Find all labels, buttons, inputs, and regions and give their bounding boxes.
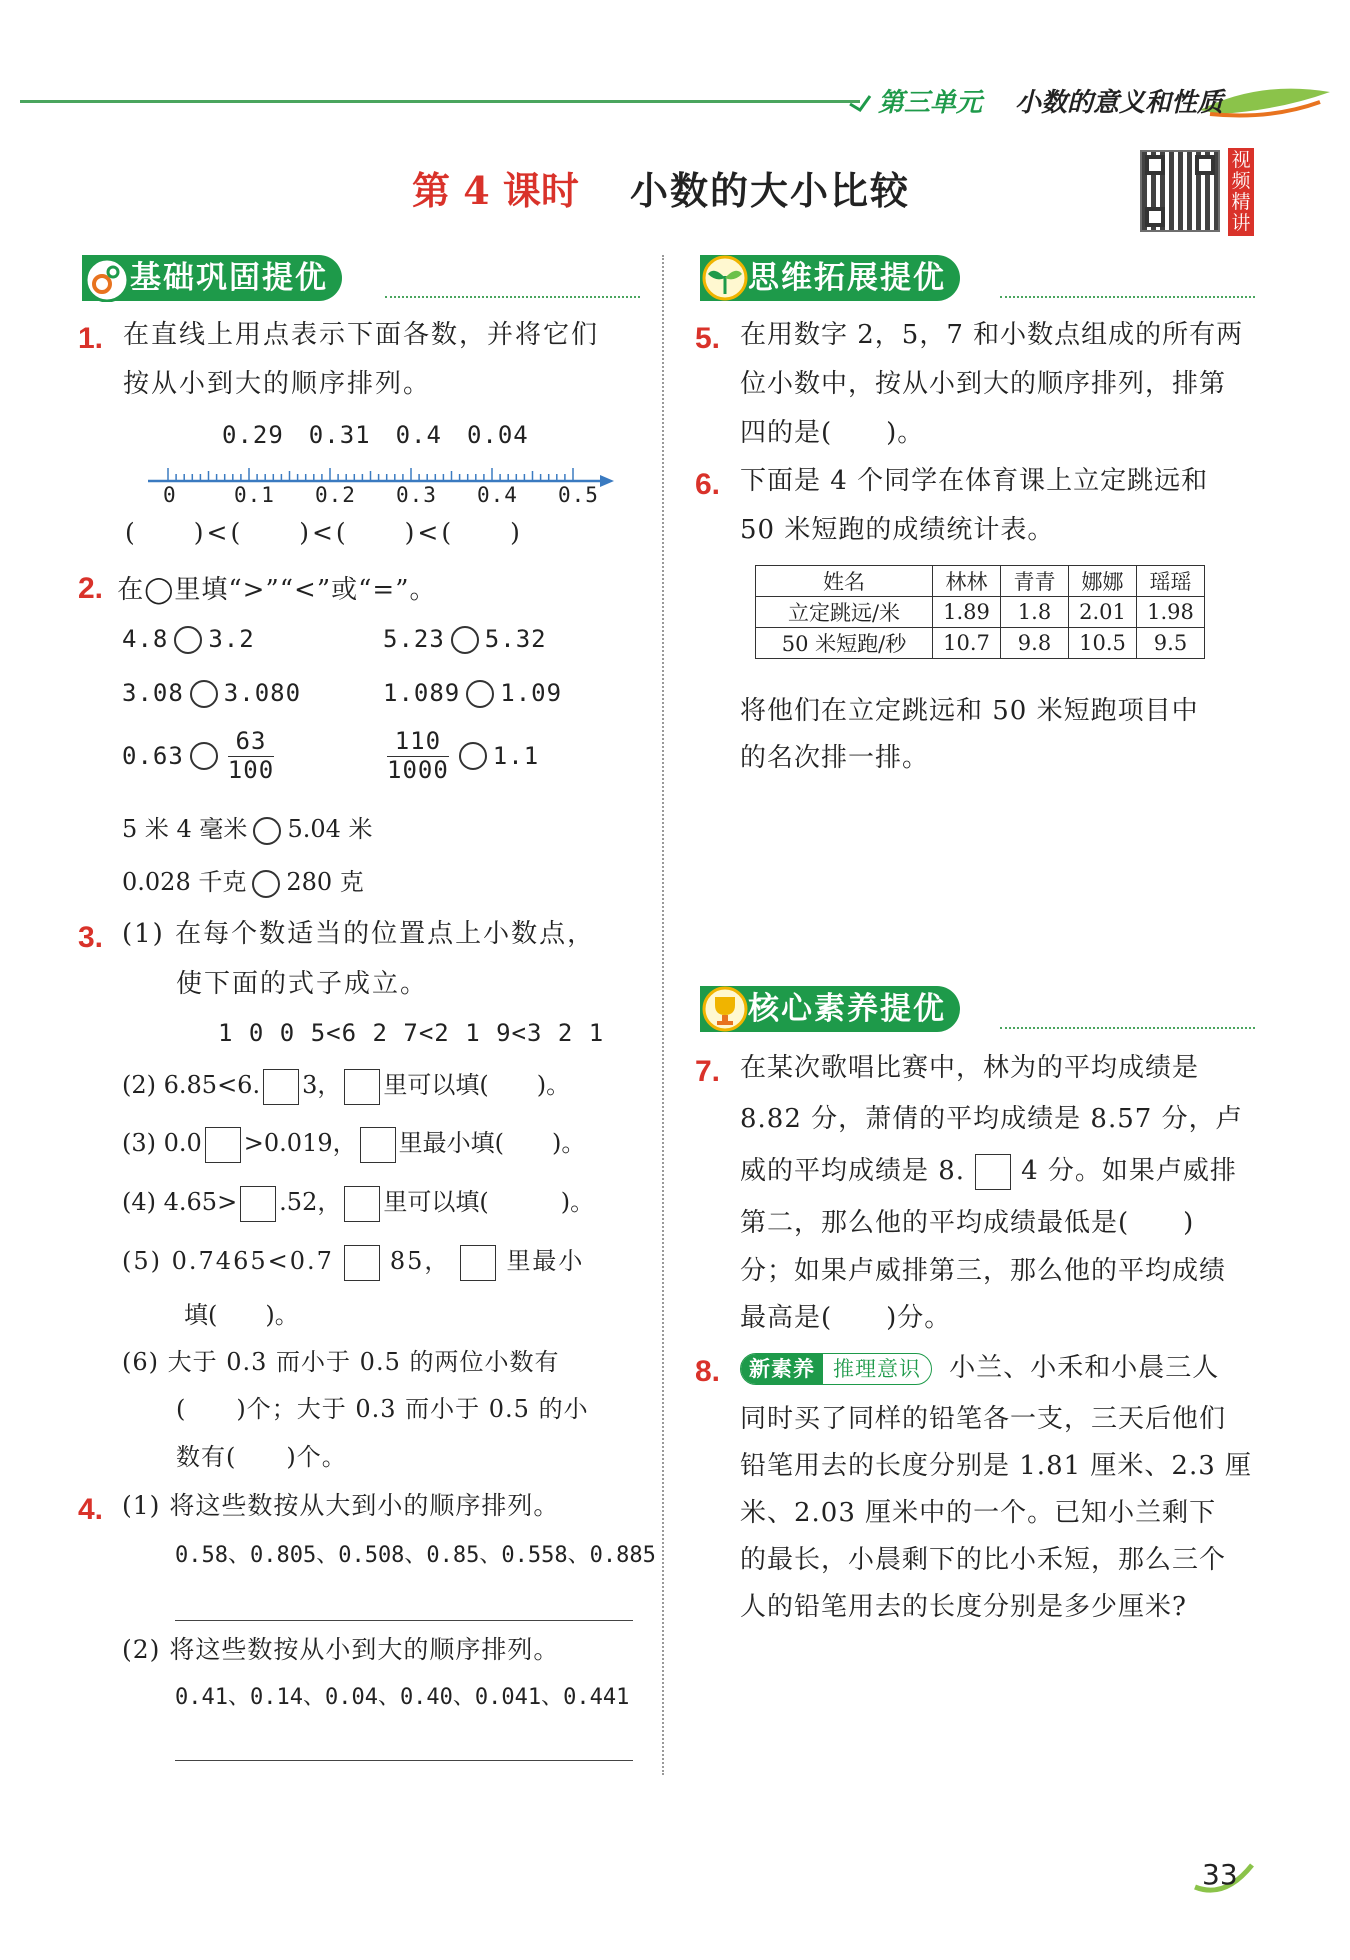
q4-p2-numbers: 0.41、0.14、0.04、0.40、0.041、0.441: [175, 1685, 630, 1710]
q1-number: 1.: [78, 322, 104, 355]
q2-row1-a: 4.8 3.2: [122, 625, 255, 653]
gear-sprout-icon: [82, 254, 132, 302]
q7-digit-box[interactable]: [975, 1154, 1011, 1190]
q6-header: [695, 463, 720, 507]
q7-line4[interactable]: 第二，那么他的平均成绩最低是( ): [740, 1208, 1195, 1238]
q2-circle-4[interactable]: [466, 680, 494, 708]
section-basic-title: 基础巩固提优: [82, 255, 342, 301]
qr-code[interactable]: [1140, 150, 1220, 232]
q1-number-line[interactable]: [140, 463, 620, 513]
table-cell: 1.98: [1137, 597, 1205, 628]
q8-line4: 米、2.03 厘米中的一个。已知小兰剩下: [740, 1498, 1217, 1528]
page-number: 33: [1202, 1858, 1238, 1891]
q2-circle-3[interactable]: [190, 680, 218, 708]
q4-p2-answer-line[interactable]: [175, 1760, 633, 1761]
q8-literacy-badge: 新素养 推理意识: [740, 1353, 932, 1385]
q3-p5-box-1[interactable]: [344, 1245, 380, 1281]
q1-order-blanks[interactable]: ( )<( )<( )<( ): [125, 518, 523, 547]
q8-line3: 铅笔用去的长度分别是 1.81 厘米、2.3 厘: [740, 1451, 1253, 1481]
q3-p6-line1: (6) 大于 0.3 而小于 0.5 的两位小数有: [122, 1348, 560, 1376]
q1: [78, 317, 103, 361]
table-header-cell: 瑶瑶: [1137, 566, 1205, 597]
q6-line1: 下面是 4 个同学在体育课上立定跳远和: [740, 466, 1209, 496]
q5-number: 5.: [695, 322, 721, 355]
column-divider: [662, 255, 664, 1775]
q2-fraction-1: $\frac{63}{100}$: [227, 727, 275, 784]
q3-p2-box-2: [344, 1069, 380, 1105]
q7-line2: 8.82 分，萧倩的平均成绩是 8.57 分，卢: [740, 1104, 1243, 1134]
q1-tick-label-4: 0.4: [477, 483, 518, 507]
q3-p1-line1: (1) 在每个数适当的位置点上小数点，: [122, 919, 596, 949]
q6-line3: 将他们在立定跳远和 50 米短跑项目中: [740, 696, 1199, 726]
q8-line2: 同时买了同样的铅笔各一支，三天后他们: [740, 1404, 1227, 1434]
q5-header: [695, 317, 720, 361]
lesson-number: 第 4 课时: [412, 168, 579, 213]
q2-row1-b: 5.23 5.32: [383, 625, 547, 653]
q7-line1: 在某次歌唱比赛中，林为的平均成绩是: [740, 1053, 1200, 1083]
header-unit: 第三单元: [878, 88, 983, 118]
section-core-banner: [700, 983, 960, 1035]
header-rule: [20, 100, 860, 103]
q2-circle-5[interactable]: [190, 742, 218, 770]
q4-p1-text: (1) 将这些数按从大到小的顺序排列。: [122, 1491, 560, 1520]
q1-numbers: 0.29 0.31 0.4 0.04: [222, 421, 529, 449]
q3-p6-line3[interactable]: 数有( )个。: [176, 1443, 347, 1471]
qr-caption: 视频精讲: [1228, 148, 1254, 236]
q3-p4-box-2: [344, 1186, 380, 1222]
q6-number: 6.: [695, 468, 721, 501]
q2-circle-6[interactable]: [459, 742, 487, 770]
q2-circle-2[interactable]: [451, 626, 479, 654]
q1-text-line1: 在直线上用点表示下面各数，并将它们: [123, 320, 600, 350]
table-cell: 1.89: [933, 597, 1001, 628]
section-basic-rule: [385, 296, 640, 298]
q7-line5: 分；如果卢威排第三，那么他的平均成绩: [740, 1256, 1227, 1286]
q2-row3-a: 0.63 $\frac{63}{100}$: [122, 727, 275, 784]
q2-row3-b: $\frac{110}{1000}$ 1.1: [387, 727, 540, 784]
q3-p5: (5) 0.7465<0.7 85， 里最小: [122, 1244, 584, 1281]
q7-number: 7.: [695, 1055, 721, 1088]
q3-p4-box-1[interactable]: [240, 1186, 276, 1222]
section-extend-banner: [700, 252, 960, 304]
q2-text: 在◯里填“>”“<”或“=”。: [117, 575, 437, 605]
q5-line1: 在用数字 2，5，7 和小数点组成的所有两: [740, 320, 1244, 350]
table-cell: 9.8: [1001, 628, 1069, 659]
q2-header: [78, 567, 437, 611]
q3-p3-box-2: [360, 1127, 396, 1163]
header-unit-title: 小数的意义和性质: [1015, 88, 1224, 118]
q4-p1-numbers: 0.58、0.805、0.508、0.85、0.558、0.885: [175, 1543, 656, 1568]
section-extend-rule: [1000, 296, 1255, 298]
q2-circle-7[interactable]: [253, 817, 281, 845]
q6-line2: 50 米短跑的成绩统计表。: [740, 515, 1055, 545]
q3-p3: (3) 0.0 >0.019， 里最小填( )。: [122, 1126, 585, 1163]
q3-p1-expression[interactable]: 1 0 0 5<6 2 7<2 1 9<3 2 1: [218, 1019, 605, 1047]
q4-header: [78, 1488, 103, 1532]
q2-number: 2.: [78, 572, 104, 605]
q2-circle-1[interactable]: [174, 626, 202, 654]
table-row: [756, 597, 1205, 628]
q7-header: [695, 1050, 720, 1094]
trophy-icon: [700, 985, 750, 1033]
q4-p2-text: (2) 将这些数按从小到大的顺序排列。: [122, 1635, 560, 1664]
table-cell: 9.5: [1137, 628, 1205, 659]
table-header-cell: 林林: [933, 566, 1001, 597]
q7-line3: 威的平均成绩是 8. 4 分。如果卢威排: [740, 1153, 1237, 1191]
q4-number: 4.: [78, 1493, 104, 1526]
q3-p3-box-1[interactable]: [205, 1127, 241, 1163]
q4-p1-answer-line[interactable]: [175, 1620, 633, 1621]
q8-line1: 新素养 推理意识 小兰、小禾和小晨三人: [740, 1350, 1219, 1388]
table-cell: 10.5: [1069, 628, 1137, 659]
table-cell: 1.8: [1001, 597, 1069, 628]
q1-tick-label-5: 0.5: [558, 483, 599, 507]
q2-row4: 5 米 4 毫米 5.04 米: [122, 815, 373, 843]
section-core-title: 核心素养提优: [700, 986, 960, 1032]
table-cell: 10.7: [933, 628, 1001, 659]
q5-line2: 位小数中，按从小到大的顺序排列，排第: [740, 369, 1227, 399]
section-core-rule: [1000, 1027, 1255, 1029]
q1-text-line2: 按从小到大的顺序排列。: [123, 369, 432, 399]
q2-fraction-2: $\frac{110}{1000}$: [387, 727, 449, 784]
q3-p2: (2) 6.85<6. 3， 里可以填( )。: [122, 1068, 570, 1105]
table-cell: 2.01: [1069, 597, 1137, 628]
sprout-icon: [700, 254, 750, 302]
table-header-cell: 娜娜: [1069, 566, 1137, 597]
q1-tick-label-2: 0.2: [315, 483, 356, 507]
q2-row2-a: 3.08 3.080: [122, 679, 302, 707]
q3-p2-box-1[interactable]: [263, 1069, 299, 1105]
q8-line5: 的最长，小晨剩下的比小禾短，那么三个: [740, 1545, 1227, 1575]
q3-p1-line2: 使下面的式子成立。: [176, 969, 429, 999]
q3-header: [78, 916, 103, 960]
q8-header: [695, 1350, 720, 1394]
lesson-title: 小数的大小比较: [630, 168, 911, 213]
q2-row2-b: 1.089 1.09: [383, 679, 563, 707]
table-header-cell: 青青: [1001, 566, 1069, 597]
q8-line6: 人的铅笔用去的长度分别是多少厘米?: [740, 1592, 1187, 1622]
q3-p5-line2[interactable]: 填( )。: [184, 1301, 299, 1329]
table-cell: 50 米短跑/秒: [756, 628, 933, 659]
q8-answer-area[interactable]: [740, 1640, 1250, 1780]
q2-row5: 0.028 千克 280 克: [122, 868, 364, 896]
q5-line3[interactable]: 四的是( )。: [740, 418, 925, 448]
q3-p4: (4) 4.65> .52， 里可以填( )。: [122, 1185, 594, 1222]
q6-answer-area[interactable]: [740, 790, 1250, 970]
section-basic-banner: [82, 252, 342, 304]
q2-circle-8[interactable]: [252, 870, 280, 898]
table-cell: 立定跳远/米: [756, 597, 933, 628]
q3-number: 3.: [78, 921, 104, 954]
q7-line6[interactable]: 最高是( )分。: [740, 1303, 952, 1333]
q1-tick-label-1: 0.1: [234, 483, 275, 507]
table-header-cell: 姓名: [756, 566, 933, 597]
q6-line4: 的名次排一排。: [740, 743, 930, 773]
section-extend-title: 思维拓展提优: [700, 255, 960, 301]
q8-number: 8.: [695, 1355, 721, 1388]
table-row: [756, 628, 1205, 659]
table-header-row: [756, 566, 1205, 597]
q1-tick-label-0: 0: [163, 483, 177, 507]
q3-p6-line2[interactable]: ( )个；大于 0.3 而小于 0.5 的小: [176, 1395, 589, 1423]
q1-tick-label-3: 0.3: [396, 483, 437, 507]
q6-score-table: [755, 565, 1205, 659]
q3-p5-box-2: [460, 1245, 496, 1281]
